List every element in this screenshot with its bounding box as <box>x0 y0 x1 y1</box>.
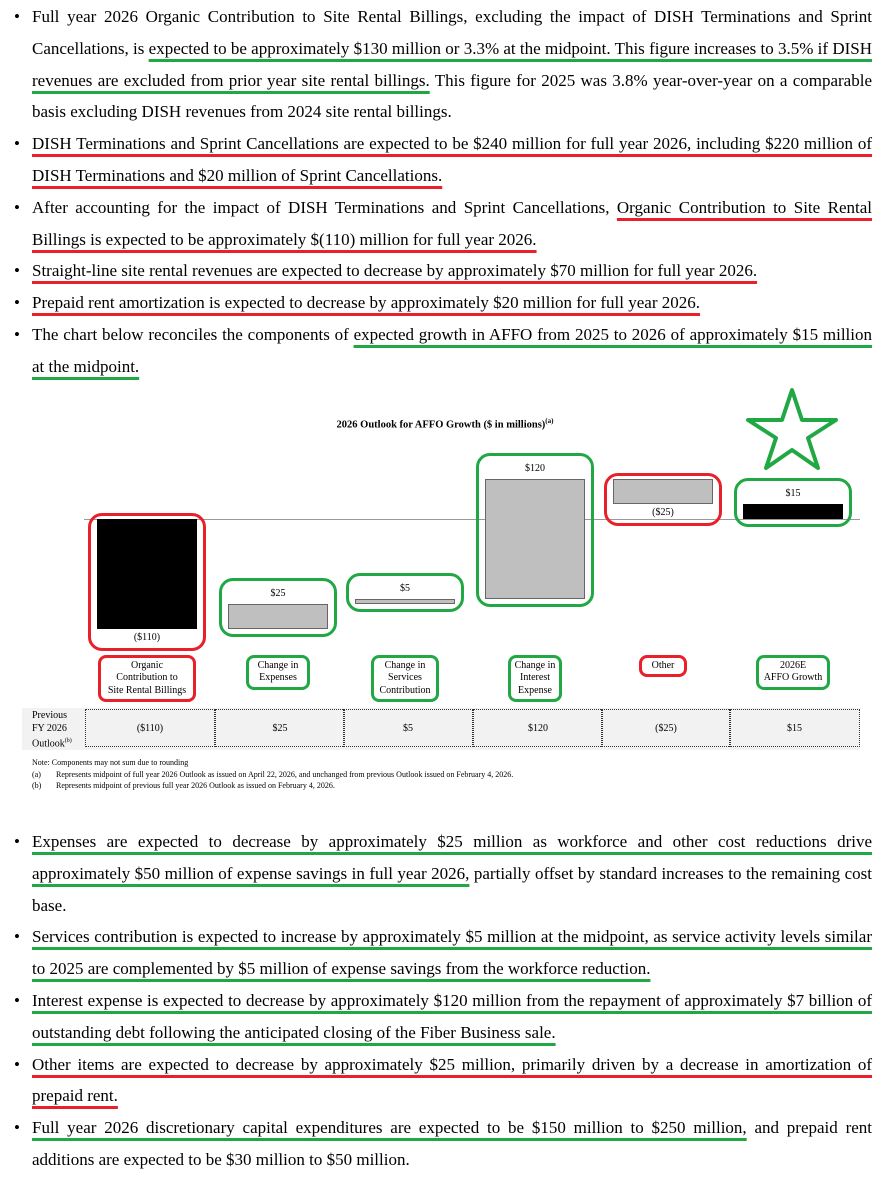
note-key: (a) <box>32 769 41 779</box>
green-underlined-text: expected growth in AFFO from 2025 to 2026 of approximately $15 million at the midpoint. <box>32 324 872 376</box>
chart-note <box>32 757 513 769</box>
bullet-item <box>0 985 896 1049</box>
bullet-text: This figure for 2025 was 3.8% year-over-year on a comparable basis excluding DISH revenues from 2024 site rental billings. <box>32 70 872 122</box>
bullet-item <box>0 1112 896 1176</box>
chart-title-footnote: (a) <box>545 417 554 425</box>
bar-value-label: $25 <box>270 588 286 599</box>
chart-title-text: 2026 Outlook for AFFO Growth ($ in millions) <box>336 419 546 431</box>
category-annotation-box-green <box>756 655 830 690</box>
red-underlined-text: Other items are expected to decrease by approximately $25 million, primarily driven by a decrease in amortization of prepaid rent. <box>32 1054 872 1106</box>
category-label-line: AFFO Growth <box>763 672 823 684</box>
bullet-icon: • <box>14 927 20 947</box>
chart-notes <box>32 757 513 792</box>
bullet-text: and prepaid rent additions are expected to be $30 million to $50 million. <box>32 1118 872 1169</box>
previous-outlook-row <box>22 708 860 750</box>
label-line: Outlook <box>32 738 65 750</box>
bullet-list-top <box>0 1 896 383</box>
red-underlined-text: DISH Terminations and Sprint Cancellations are expected to be $240 million for full year 2026, including $220 million of DISH Terminations and $20 million of Sprint Cancellations. <box>32 134 872 185</box>
affo-waterfall-chart <box>0 400 896 800</box>
category-annotation-box-green <box>371 655 439 702</box>
category-label-line: Other <box>651 660 675 671</box>
bullet-text: partially offset by standard increases to the remaining cost base. <box>32 863 872 915</box>
label-footnote: (b) <box>64 738 72 744</box>
bullet-icon: • <box>14 324 20 344</box>
category-label-line: Services <box>388 672 422 684</box>
bullet-list-bottom <box>0 826 896 1176</box>
category-annotation-box-green <box>508 655 562 702</box>
previous-outlook-cell: ($110) <box>85 709 215 747</box>
bullet-icon: • <box>14 990 20 1010</box>
category-label-line: Change in <box>257 660 299 671</box>
bar-value-label: $15 <box>785 488 801 499</box>
previous-outlook-cell: ($25) <box>601 709 731 747</box>
category-annotation-box-green <box>246 655 310 690</box>
bullet-item <box>0 826 896 921</box>
bullet-icon: • <box>14 1118 20 1138</box>
bullet-icon: • <box>14 1054 20 1074</box>
note-key: (b) <box>32 781 42 790</box>
red-underlined-text: Prepaid rent amortization is expected to decrease by approximately $20 million for full year 2026. <box>32 293 700 313</box>
bullet-icon: • <box>14 7 20 26</box>
bullet-icon: • <box>14 832 20 851</box>
category-label-line: Change in <box>384 660 426 671</box>
category-label-line: Organic <box>130 660 164 671</box>
label-line: Previous <box>32 710 67 721</box>
note-text: Represents midpoint of full year 2026 Outlook as issued on April 22, 2026, and unchanged from previous Outlook issued on February 4, 2026. <box>56 769 514 779</box>
bullet-item <box>0 287 896 319</box>
bullet-item <box>0 192 896 256</box>
bullet-item <box>0 319 896 383</box>
annotation-box-green <box>219 578 337 637</box>
bullet-icon: • <box>14 197 20 217</box>
bar-value-label: $120 <box>525 463 545 474</box>
previous-outlook-cell: $120 <box>473 709 603 747</box>
note-text: Represents midpoint of previous full year 2026 Outlook as issued on February 4, 2026. <box>56 781 335 790</box>
annotation-box-green <box>476 453 594 607</box>
category-annotation-box-red <box>639 655 687 677</box>
category-annotation-box-red <box>98 655 196 702</box>
bullet-item <box>0 921 896 985</box>
category-label-line: 2026E <box>779 660 807 671</box>
bullet-icon: • <box>14 293 20 313</box>
green-underlined-text: Expenses are expected to decrease by approximately $25 million as workforce and other cost reductions drive approximately $50 million of expense savings in full year 2026, <box>32 832 872 883</box>
green-underlined-text: Full year 2026 discretionary capital expenditures are expected to be $150 million to $250 million, <box>32 1118 747 1138</box>
annotation-box-red <box>604 473 722 526</box>
annotation-box-red <box>88 513 206 651</box>
red-underlined-text: Straight-line site rental revenues are expected to decrease by approximately $70 million for full year 2026. <box>32 261 758 281</box>
note-text: Note: Components may not sum due to rounding <box>32 758 189 767</box>
bullet-item <box>0 128 896 192</box>
green-underlined-text: Interest expense is expected to decrease by approximately $120 million from the repayment of approximately $7 billion of outstanding debt following the anticipated closing of the Fiber Business sale. <box>32 990 872 1042</box>
bar-value-label: ($110) <box>133 632 161 643</box>
green-underlined-text: Services contribution is expected to increase by approximately $5 million at the midpoint, as service activity levels similar to 2025 are complemented by $5 million of expense savings from the workforce reduction. <box>32 927 872 979</box>
bullet-item <box>0 1049 896 1113</box>
annotation-box-green <box>734 478 852 527</box>
category-label-line: Interest <box>520 672 550 684</box>
bullet-icon: • <box>14 261 20 281</box>
chart-note <box>32 769 513 781</box>
bullet-icon: • <box>14 134 20 154</box>
bullet-item <box>0 1 896 128</box>
chart-note <box>32 780 513 792</box>
previous-outlook-cell: $5 <box>343 709 473 747</box>
category-label-line: Change in <box>514 660 556 671</box>
bar-value-label: $5 <box>400 583 410 594</box>
bullet-text: After accounting for the impact of DISH Terminations and Sprint Cancellations, <box>32 197 617 217</box>
star-icon <box>744 386 840 472</box>
label-line: FY 2026 <box>32 722 67 734</box>
category-label-line: Site Rental Billings <box>107 684 187 696</box>
previous-outlook-label <box>32 710 72 751</box>
category-label-line: Expense <box>518 684 552 696</box>
annotation-box-green <box>346 573 464 612</box>
category-label-line: Expenses <box>259 672 297 684</box>
previous-outlook-cell: $25 <box>215 709 345 747</box>
bullet-text: Full year 2026 Organic Contribution to Site Rental Billings, excluding the impact of DISH Terminations and Sprint Cancellations, is <box>32 7 872 58</box>
red-underlined-text: Organic Contribution to Site Rental Billings is expected to be approximately $(110) million for full year 2026. <box>32 197 872 249</box>
bullet-item <box>0 255 896 287</box>
category-label-line: Contribution <box>379 684 431 696</box>
bar-value-label: ($25) <box>652 507 674 518</box>
previous-outlook-cell: $15 <box>729 709 860 747</box>
category-label-line: Contribution to <box>116 672 178 684</box>
bullet-text: The chart below reconciles the components of <box>32 324 354 344</box>
green-underlined-text: expected to be approximately $130 million or 3.3% at the midpoint. This figure increases to 3.5% if DISH revenues are excluded from prior year site rental billings. <box>32 38 872 90</box>
